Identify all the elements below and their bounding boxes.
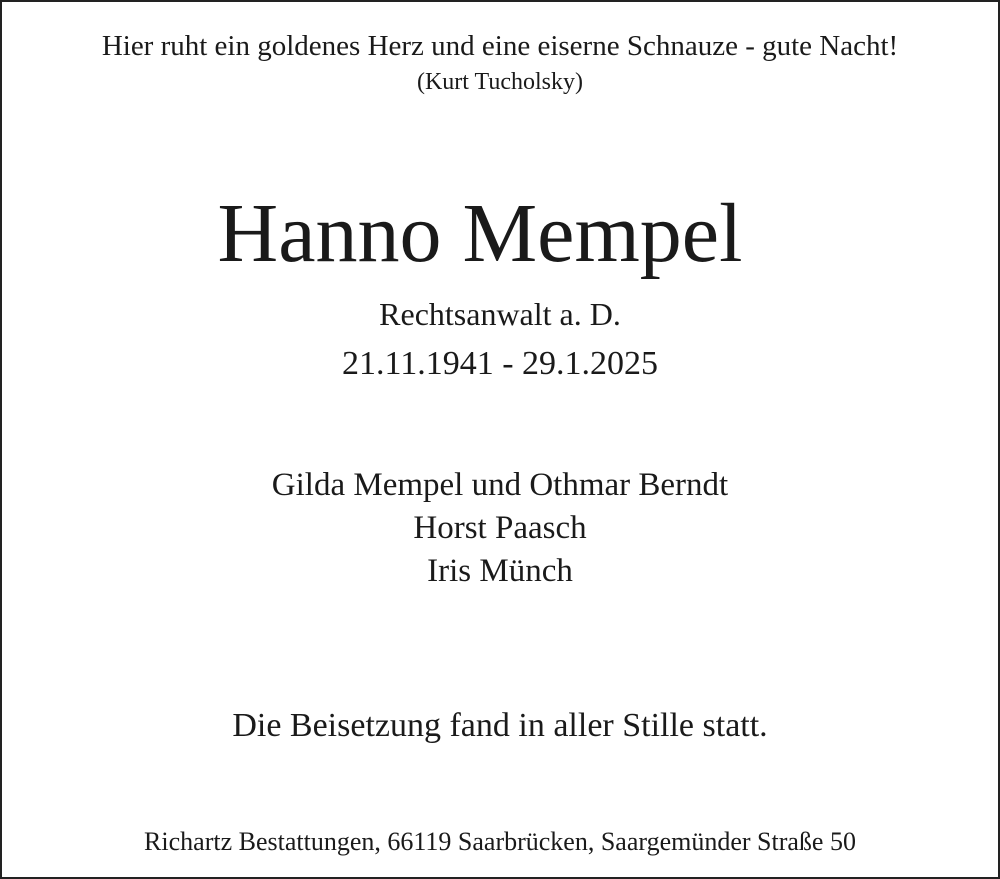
- deceased-name: Hanno Mempel: [217, 187, 743, 280]
- mourner-name: Iris Münch: [427, 553, 573, 589]
- quote-text: Hier ruht ein goldenes Herz und eine eiserne Schnauze - gute Nacht!: [101, 30, 899, 62]
- mourners-list: [2, 464, 998, 593]
- life-dates: 21.11.1941 - 29.1.2025: [341, 345, 659, 382]
- undertaker-info: Richartz Bestattungen, 66119 Saarbrücken, Saargemünder Straße 50: [144, 827, 856, 856]
- mourner-name: Horst Paasch: [413, 510, 587, 546]
- deceased-profession: Rechtsanwalt a. D.: [379, 296, 621, 332]
- mourner-name: Gilda Mempel und Othmar Berndt: [271, 467, 729, 503]
- burial-note: Die Beisetzung fand in aller Stille statt.: [232, 707, 768, 744]
- quote-author: (Kurt Tucholsky): [416, 69, 584, 95]
